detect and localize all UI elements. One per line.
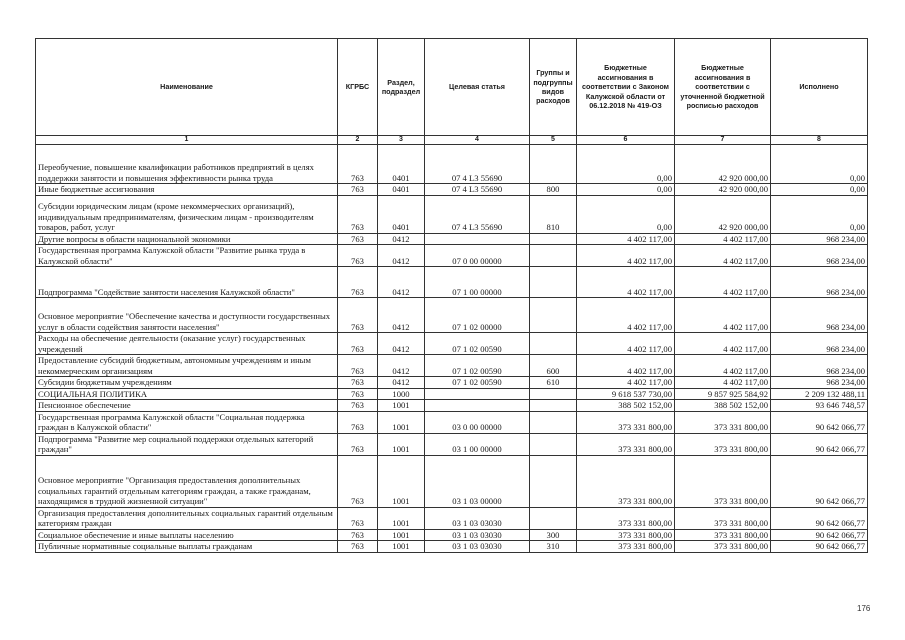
table-row	[36, 298, 868, 333]
row-budget-law-cell: 9 618 537 730,00	[577, 388, 675, 400]
row-budget-refined-cell: 9 857 925 584,92	[675, 388, 771, 400]
row-budget-law-cell: 4 402 117,00	[577, 377, 675, 389]
header-budget-law: Бюджетные ассигнования в соответствии с Законом Калужской области от 06.12.2018 № 419-ОЗ	[577, 39, 675, 136]
table-row	[36, 400, 868, 412]
row-target-cell: 07 1 00 00000	[425, 267, 530, 298]
row-section-cell: 1001	[378, 433, 425, 455]
row-executed-cell: 90 642 066,77	[771, 541, 868, 553]
row-section-cell: 1001	[378, 411, 425, 433]
row-name-cell: Предоставление субсидий бюджетным, автономным учреждениям и иным некоммерческим организациям	[36, 355, 338, 377]
row-kgrbs-cell: 763	[338, 411, 378, 433]
row-budget-law-cell: 4 402 117,00	[577, 267, 675, 298]
table-row	[36, 245, 868, 267]
row-group-cell	[530, 433, 577, 455]
row-section-cell: 0412	[378, 333, 425, 355]
column-number: 2	[338, 136, 378, 145]
row-budget-law-cell: 373 331 800,00	[577, 529, 675, 541]
header-name: Наименование	[36, 39, 338, 136]
row-budget-refined-cell: 4 402 117,00	[675, 355, 771, 377]
table-row	[36, 145, 868, 184]
row-name-cell: Пенсионное обеспечение	[36, 400, 338, 412]
row-executed-cell: 93 646 748,57	[771, 400, 868, 412]
row-executed-cell: 90 642 066,77	[771, 411, 868, 433]
row-budget-law-cell: 388 502 152,00	[577, 400, 675, 412]
row-budget-refined-cell: 388 502 152,00	[675, 400, 771, 412]
row-group-cell: 800	[530, 184, 577, 196]
row-section-cell: 0412	[378, 377, 425, 389]
row-budget-refined-cell: 373 331 800,00	[675, 433, 771, 455]
row-executed-cell: 968 234,00	[771, 377, 868, 389]
row-section-cell: 0412	[378, 267, 425, 298]
row-group-cell	[530, 333, 577, 355]
row-kgrbs-cell: 763	[338, 541, 378, 553]
row-target-cell: 07 1 02 00590	[425, 355, 530, 377]
row-target-cell: 03 1 03 03030	[425, 541, 530, 553]
row-budget-law-cell: 4 402 117,00	[577, 245, 675, 267]
row-group-cell	[530, 411, 577, 433]
row-group-cell	[530, 455, 577, 507]
row-kgrbs-cell: 763	[338, 333, 378, 355]
row-group-cell	[530, 267, 577, 298]
row-target-cell: 07 4 L3 55690	[425, 145, 530, 184]
row-group-cell: 810	[530, 195, 577, 233]
row-group-cell: 300	[530, 529, 577, 541]
row-budget-refined-cell: 4 402 117,00	[675, 245, 771, 267]
row-executed-cell: 90 642 066,77	[771, 507, 868, 529]
row-budget-refined-cell: 373 331 800,00	[675, 541, 771, 553]
row-target-cell	[425, 388, 530, 400]
row-executed-cell: 90 642 066,77	[771, 529, 868, 541]
row-budget-refined-cell: 4 402 117,00	[675, 233, 771, 245]
row-budget-law-cell: 4 402 117,00	[577, 233, 675, 245]
table-row	[36, 541, 868, 553]
row-section-cell: 1001	[378, 529, 425, 541]
row-section-cell: 1001	[378, 455, 425, 507]
row-section-cell: 0412	[378, 233, 425, 245]
row-budget-law-cell: 0,00	[577, 195, 675, 233]
table-row	[36, 377, 868, 389]
table-row	[36, 455, 868, 507]
row-name-cell: Подпрограмма "Развитие мер социальной поддержки отдельных категорий граждан"	[36, 433, 338, 455]
row-kgrbs-cell: 763	[338, 388, 378, 400]
row-group-cell	[530, 388, 577, 400]
row-kgrbs-cell: 763	[338, 355, 378, 377]
row-budget-refined-cell: 373 331 800,00	[675, 507, 771, 529]
row-name-cell: Другие вопросы в области национальной экономики	[36, 233, 338, 245]
row-executed-cell: 968 234,00	[771, 245, 868, 267]
table-row	[36, 267, 868, 298]
row-target-cell: 07 0 00 00000	[425, 245, 530, 267]
row-kgrbs-cell: 763	[338, 267, 378, 298]
row-target-cell	[425, 400, 530, 412]
row-executed-cell: 0,00	[771, 195, 868, 233]
row-name-cell: Государственная программа Калужской области "Социальная поддержка граждан в Калужской области"	[36, 411, 338, 433]
row-name-cell: Иные бюджетные ассигнования	[36, 184, 338, 196]
row-section-cell: 1001	[378, 400, 425, 412]
row-budget-refined-cell: 4 402 117,00	[675, 298, 771, 333]
table-row	[36, 529, 868, 541]
row-kgrbs-cell: 763	[338, 400, 378, 412]
row-section-cell: 1001	[378, 541, 425, 553]
row-budget-law-cell: 373 331 800,00	[577, 433, 675, 455]
row-target-cell: 07 1 02 00000	[425, 298, 530, 333]
row-executed-cell: 968 234,00	[771, 355, 868, 377]
table-row	[36, 433, 868, 455]
column-number: 8	[771, 136, 868, 145]
column-number: 5	[530, 136, 577, 145]
row-kgrbs-cell: 763	[338, 233, 378, 245]
row-target-cell: 03 1 00 00000	[425, 433, 530, 455]
row-executed-cell: 968 234,00	[771, 333, 868, 355]
table-row	[36, 411, 868, 433]
row-group-cell	[530, 298, 577, 333]
row-executed-cell: 0,00	[771, 145, 868, 184]
row-name-cell: Субсидии юридическим лицам (кроме некоммерческих организаций), индивидуальным предпринимателям, физическим лицам - производителям товаров, работ, услуг	[36, 195, 338, 233]
table-row	[36, 355, 868, 377]
row-executed-cell: 968 234,00	[771, 267, 868, 298]
row-group-cell: 310	[530, 541, 577, 553]
row-target-cell: 03 1 03 00000	[425, 455, 530, 507]
table-row	[36, 195, 868, 233]
column-number: 4	[425, 136, 530, 145]
row-name-cell: Государственная программа Калужской области "Развитие рынка труда в Калужской области"	[36, 245, 338, 267]
row-budget-refined-cell: 373 331 800,00	[675, 411, 771, 433]
row-budget-law-cell: 4 402 117,00	[577, 298, 675, 333]
column-number: 6	[577, 136, 675, 145]
row-name-cell: Публичные нормативные социальные выплаты гражданам	[36, 541, 338, 553]
row-budget-refined-cell: 42 920 000,00	[675, 145, 771, 184]
row-kgrbs-cell: 763	[338, 298, 378, 333]
header-budget-refined: Бюджетные ассигнования в соответствии с уточненной бюджетной росписью расходов	[675, 39, 771, 136]
row-group-cell: 600	[530, 355, 577, 377]
row-section-cell: 0412	[378, 245, 425, 267]
budget-table	[35, 38, 868, 553]
row-section-cell: 0401	[378, 145, 425, 184]
column-number-row	[36, 136, 868, 145]
column-number: 1	[36, 136, 338, 145]
table-row	[36, 388, 868, 400]
row-name-cell: Социальное обеспечение и иные выплаты населению	[36, 529, 338, 541]
row-name-cell: СОЦИАЛЬНАЯ ПОЛИТИКА	[36, 388, 338, 400]
table-row	[36, 184, 868, 196]
row-kgrbs-cell: 763	[338, 245, 378, 267]
row-name-cell: Основное мероприятие "Обеспечение качества и доступности государственных услуг в области содействия занятости населения"	[36, 298, 338, 333]
row-budget-refined-cell: 373 331 800,00	[675, 455, 771, 507]
row-executed-cell: 0,00	[771, 184, 868, 196]
row-name-cell: Переобучение, повышение квалификации работников предприятий в целях поддержки занятости и повышения эффективности рынка труда	[36, 145, 338, 184]
row-budget-law-cell: 373 331 800,00	[577, 541, 675, 553]
row-group-cell	[530, 145, 577, 184]
row-section-cell: 0412	[378, 298, 425, 333]
row-budget-refined-cell: 4 402 117,00	[675, 377, 771, 389]
row-budget-refined-cell: 42 920 000,00	[675, 184, 771, 196]
table-row	[36, 507, 868, 529]
row-section-cell: 1001	[378, 507, 425, 529]
row-section-cell: 0401	[378, 195, 425, 233]
row-target-cell: 03 1 03 03030	[425, 507, 530, 529]
row-kgrbs-cell: 763	[338, 195, 378, 233]
column-number: 7	[675, 136, 771, 145]
header-executed: Исполнено	[771, 39, 868, 136]
header-section: Раздел, подраздел	[378, 39, 425, 136]
row-kgrbs-cell: 763	[338, 184, 378, 196]
row-group-cell	[530, 233, 577, 245]
row-budget-law-cell: 373 331 800,00	[577, 411, 675, 433]
row-section-cell: 0412	[378, 355, 425, 377]
row-name-cell: Расходы на обеспечение деятельности (оказание услуг) государственных учреждений	[36, 333, 338, 355]
row-target-cell: 07 4 L3 55690	[425, 195, 530, 233]
row-group-cell: 610	[530, 377, 577, 389]
row-kgrbs-cell: 763	[338, 455, 378, 507]
row-budget-law-cell: 373 331 800,00	[577, 507, 675, 529]
page-number: 176	[857, 604, 871, 613]
row-kgrbs-cell: 763	[338, 145, 378, 184]
header-kgrbs: КГРБС	[338, 39, 378, 136]
row-budget-refined-cell: 4 402 117,00	[675, 333, 771, 355]
row-kgrbs-cell: 763	[338, 377, 378, 389]
row-budget-refined-cell: 42 920 000,00	[675, 195, 771, 233]
row-budget-law-cell: 4 402 117,00	[577, 355, 675, 377]
row-target-cell	[425, 233, 530, 245]
row-group-cell	[530, 245, 577, 267]
row-group-cell	[530, 507, 577, 529]
row-budget-law-cell: 0,00	[577, 184, 675, 196]
row-executed-cell: 968 234,00	[771, 233, 868, 245]
header-group: Группы и подгруппы видов расходов	[530, 39, 577, 136]
budget-report-page	[35, 38, 867, 553]
row-budget-law-cell: 4 402 117,00	[577, 333, 675, 355]
row-name-cell: Основное мероприятие "Организация предоставления дополнительных социальных гарантий отдельным категориям граждан, а также гражданам, находящимся в трудной жизненной ситуации"	[36, 455, 338, 507]
row-budget-law-cell: 373 331 800,00	[577, 455, 675, 507]
row-budget-refined-cell: 373 331 800,00	[675, 529, 771, 541]
row-kgrbs-cell: 763	[338, 529, 378, 541]
row-target-cell: 07 1 02 00590	[425, 377, 530, 389]
table-row	[36, 333, 868, 355]
row-kgrbs-cell: 763	[338, 433, 378, 455]
row-section-cell: 0401	[378, 184, 425, 196]
row-executed-cell: 90 642 066,77	[771, 455, 868, 507]
row-budget-law-cell: 0,00	[577, 145, 675, 184]
row-group-cell	[530, 400, 577, 412]
row-section-cell: 1000	[378, 388, 425, 400]
row-target-cell: 07 1 02 00590	[425, 333, 530, 355]
row-target-cell: 03 0 00 00000	[425, 411, 530, 433]
row-kgrbs-cell: 763	[338, 507, 378, 529]
row-name-cell: Организация предоставления дополнительных социальных гарантий отдельным категориям граждан	[36, 507, 338, 529]
table-header-row	[36, 39, 868, 136]
header-target: Целевая статья	[425, 39, 530, 136]
column-number: 3	[378, 136, 425, 145]
row-name-cell: Подпрограмма "Содействие занятости населения Калужской области"	[36, 267, 338, 298]
row-target-cell: 07 4 L3 55690	[425, 184, 530, 196]
row-target-cell: 03 1 03 03030	[425, 529, 530, 541]
row-budget-refined-cell: 4 402 117,00	[675, 267, 771, 298]
table-row	[36, 233, 868, 245]
row-executed-cell: 90 642 066,77	[771, 433, 868, 455]
row-executed-cell: 968 234,00	[771, 298, 868, 333]
row-executed-cell: 2 209 132 488,11	[771, 388, 868, 400]
row-name-cell: Субсидии бюджетным учреждениям	[36, 377, 338, 389]
